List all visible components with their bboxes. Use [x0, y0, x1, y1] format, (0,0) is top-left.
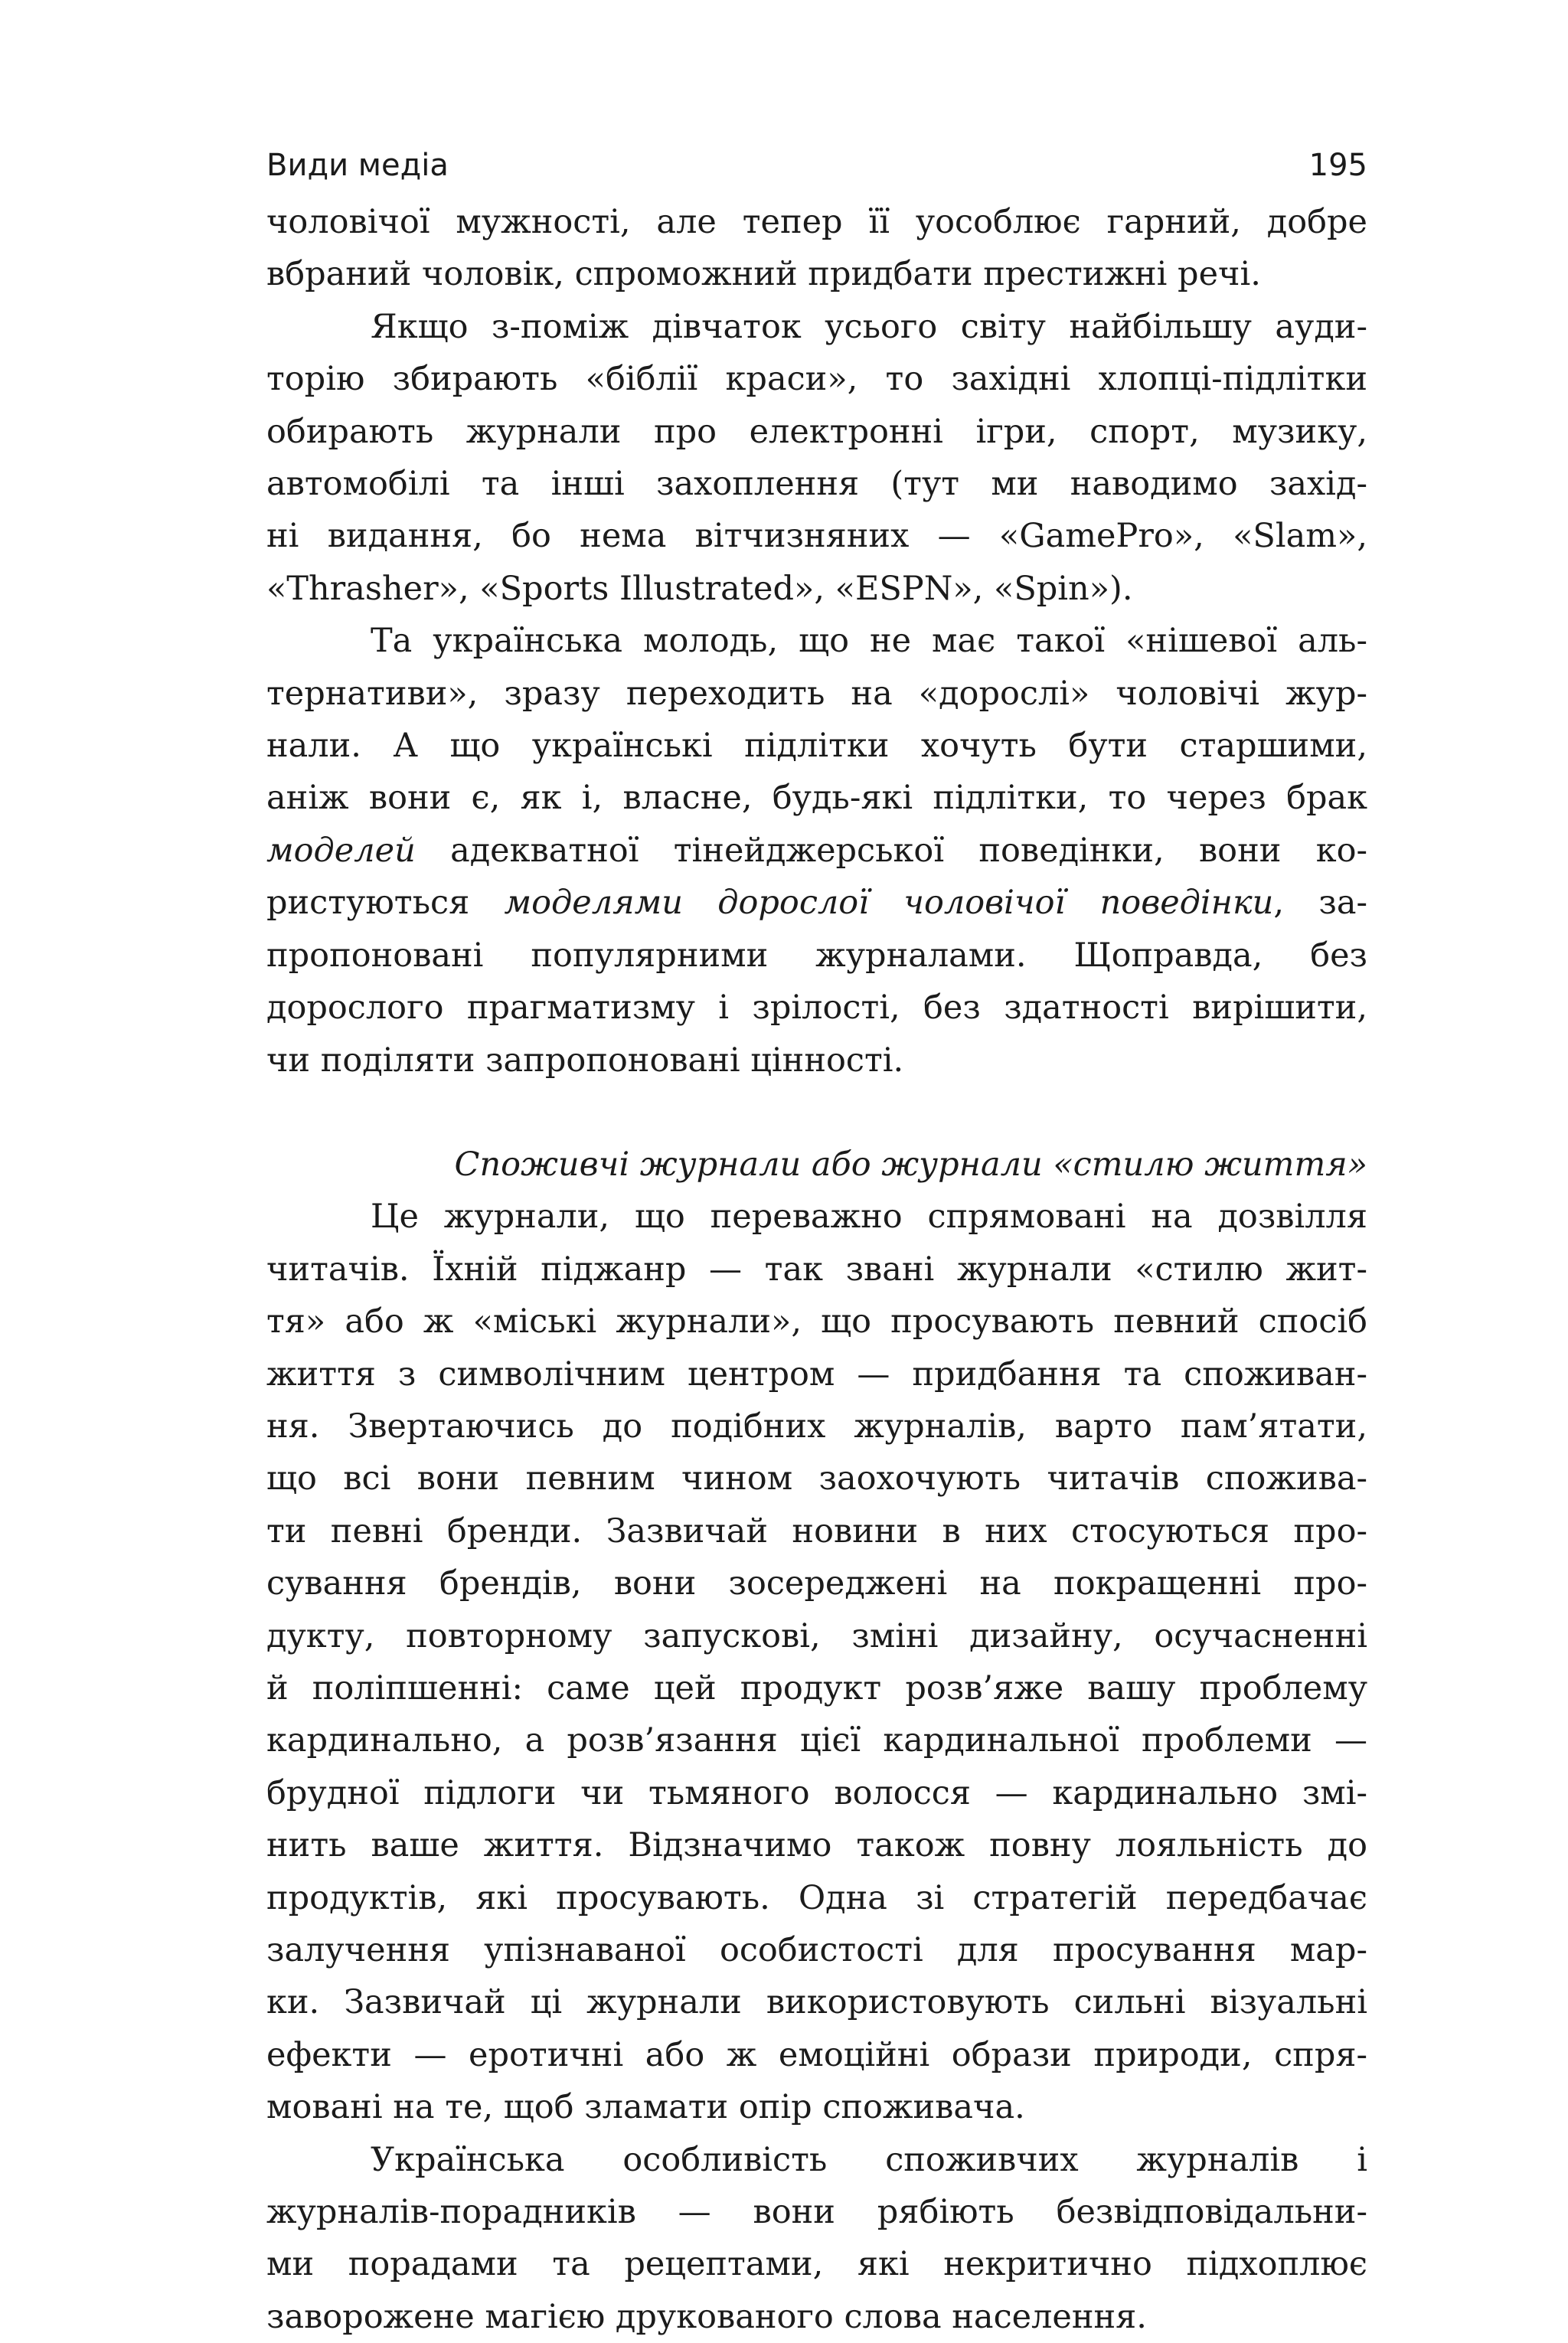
text-line: кардинально, а розв’язання цієї кардинальної проблеми — — [266, 1721, 1367, 1760]
text-line — [266, 825, 1367, 877]
text-line: дукту, повторному запускові, зміні дизайну, осучасненні — [266, 1616, 1367, 1655]
paragraph-2 — [266, 301, 1367, 615]
text-line: ки. Зазвичай ці журнали використовують сильні візуальні — [266, 1983, 1367, 2022]
text-line: сування брендів, вони зосереджені на покращенні про- — [266, 1564, 1367, 1603]
text-line: дорослого прагматизму і зрілості, без здатності вирішити, — [266, 989, 1367, 1028]
text-line: журналів-порадників — вони рябіють безвідповідальни- — [266, 2193, 1367, 2232]
italic-term: моделей — [266, 831, 416, 870]
text-line: автомобілі та інші захоплення (тут ми наводимо захід- — [266, 465, 1367, 504]
text-line: ефекти — еротичні або ж емоційні образи природи, спря- — [266, 2035, 1367, 2074]
text-line: нали. А що українські підлітки хочуть бути старшими, — [266, 727, 1367, 766]
text-line: що всі вони певним чином заохочують читачів спожива- — [266, 1459, 1367, 1498]
text-line: Українська особливість споживчих журналів і — [371, 2140, 1367, 2179]
text-line: торію збирають «біблії краси», то західні хлопці-підлітки — [266, 360, 1367, 399]
text-line: брудної підлоги чи тьмяного волосся — кардинально змі- — [266, 1773, 1367, 1812]
text-line: тя» або ж «міські журнали», що просувають певний спосіб — [266, 1302, 1367, 1341]
page-number: 195 — [1308, 148, 1367, 183]
text-line: чоловічої мужності, але тепер її уособлює гарний, добре — [266, 203, 1367, 241]
text-line: Це журнали, що переважно спрямовані на дозвілля — [371, 1198, 1367, 1237]
text-fragment: ристуються — [266, 884, 505, 923]
text-line: й поліпшенні: саме цей продукт розв’яже вашу проблему — [266, 1668, 1367, 1707]
text-line: аніж вони є, як і, власне, будь-які підлітки, то через брак — [266, 779, 1367, 818]
text-line: обирають журнали про електронні ігри, спорт, музику, — [266, 412, 1367, 451]
section-gap — [266, 1087, 1367, 1139]
text-line: продуктів, які просувають. Одна зі стратегій передбачає — [266, 1878, 1367, 1917]
running-head — [266, 135, 1367, 196]
body-text — [266, 196, 1367, 2343]
text-line: ні видання, бо нема вітчизняних — «GamePro», «Slam», — [266, 517, 1367, 556]
text-line: читачів. Їхній піджанр — так звані журнали «стилю жит- — [266, 1250, 1367, 1289]
paragraph-4 — [266, 1191, 1367, 2133]
paragraph-3 — [266, 615, 1367, 1087]
text-line: чи поділяти запропоновані цінності. — [266, 1041, 904, 1080]
text-line: мовані на те, щоб зламати опір споживача. — [266, 2088, 1025, 2127]
text-line: пропоновані популярними журналами. Щоправда, без — [266, 936, 1367, 975]
text-line — [266, 877, 1367, 929]
text-line: ми порадами та рецептами, які некритично підхоплює — [266, 2245, 1367, 2284]
text-line: нить ваше життя. Відзначимо також повну лояльність до — [266, 1826, 1367, 1865]
text-fragment: адекватної тінейджерської поведінки, вони ко- — [415, 831, 1367, 870]
italic-term: моделями дорослої чоловічої поведінки — [504, 884, 1274, 923]
text-line: «Thrasher», «Sports Illustrated», «ESPN», «Spin»). — [266, 569, 1133, 608]
section-title: Види медіа — [266, 148, 449, 183]
paragraph-1 — [266, 196, 1367, 301]
text-line: ти певні бренди. Зазвичай новини в них стосуються про- — [266, 1511, 1367, 1551]
text-line: життя з символічним центром — придбання та споживан- — [266, 1354, 1367, 1394]
text-line: заворожене магією друкованого слова населення. — [266, 2297, 1147, 2336]
section-subheading: Споживчі журнали або журнали «стилю життя» — [454, 1145, 1367, 1184]
text-line: Якщо з-поміж дівчаток усього світу найбільшу ауди- — [371, 307, 1367, 346]
text-line: тернативи», зразу переходить на «дорослі» чоловічі жур- — [266, 674, 1367, 713]
book-page — [266, 135, 1367, 2343]
paragraph-5 — [266, 2134, 1367, 2343]
text-fragment: , за- — [1273, 884, 1367, 923]
text-line: залучення упізнаваної особистості для просування мар- — [266, 1931, 1367, 1969]
text-line: вбраний чоловік, спроможний придбати престижні речі. — [266, 255, 1261, 294]
text-line: Та українська молодь, що не має такої «нішевої аль- — [371, 622, 1367, 661]
text-line: ня. Звертаючись до подібних журналів, варто пам’ятати, — [266, 1407, 1367, 1446]
